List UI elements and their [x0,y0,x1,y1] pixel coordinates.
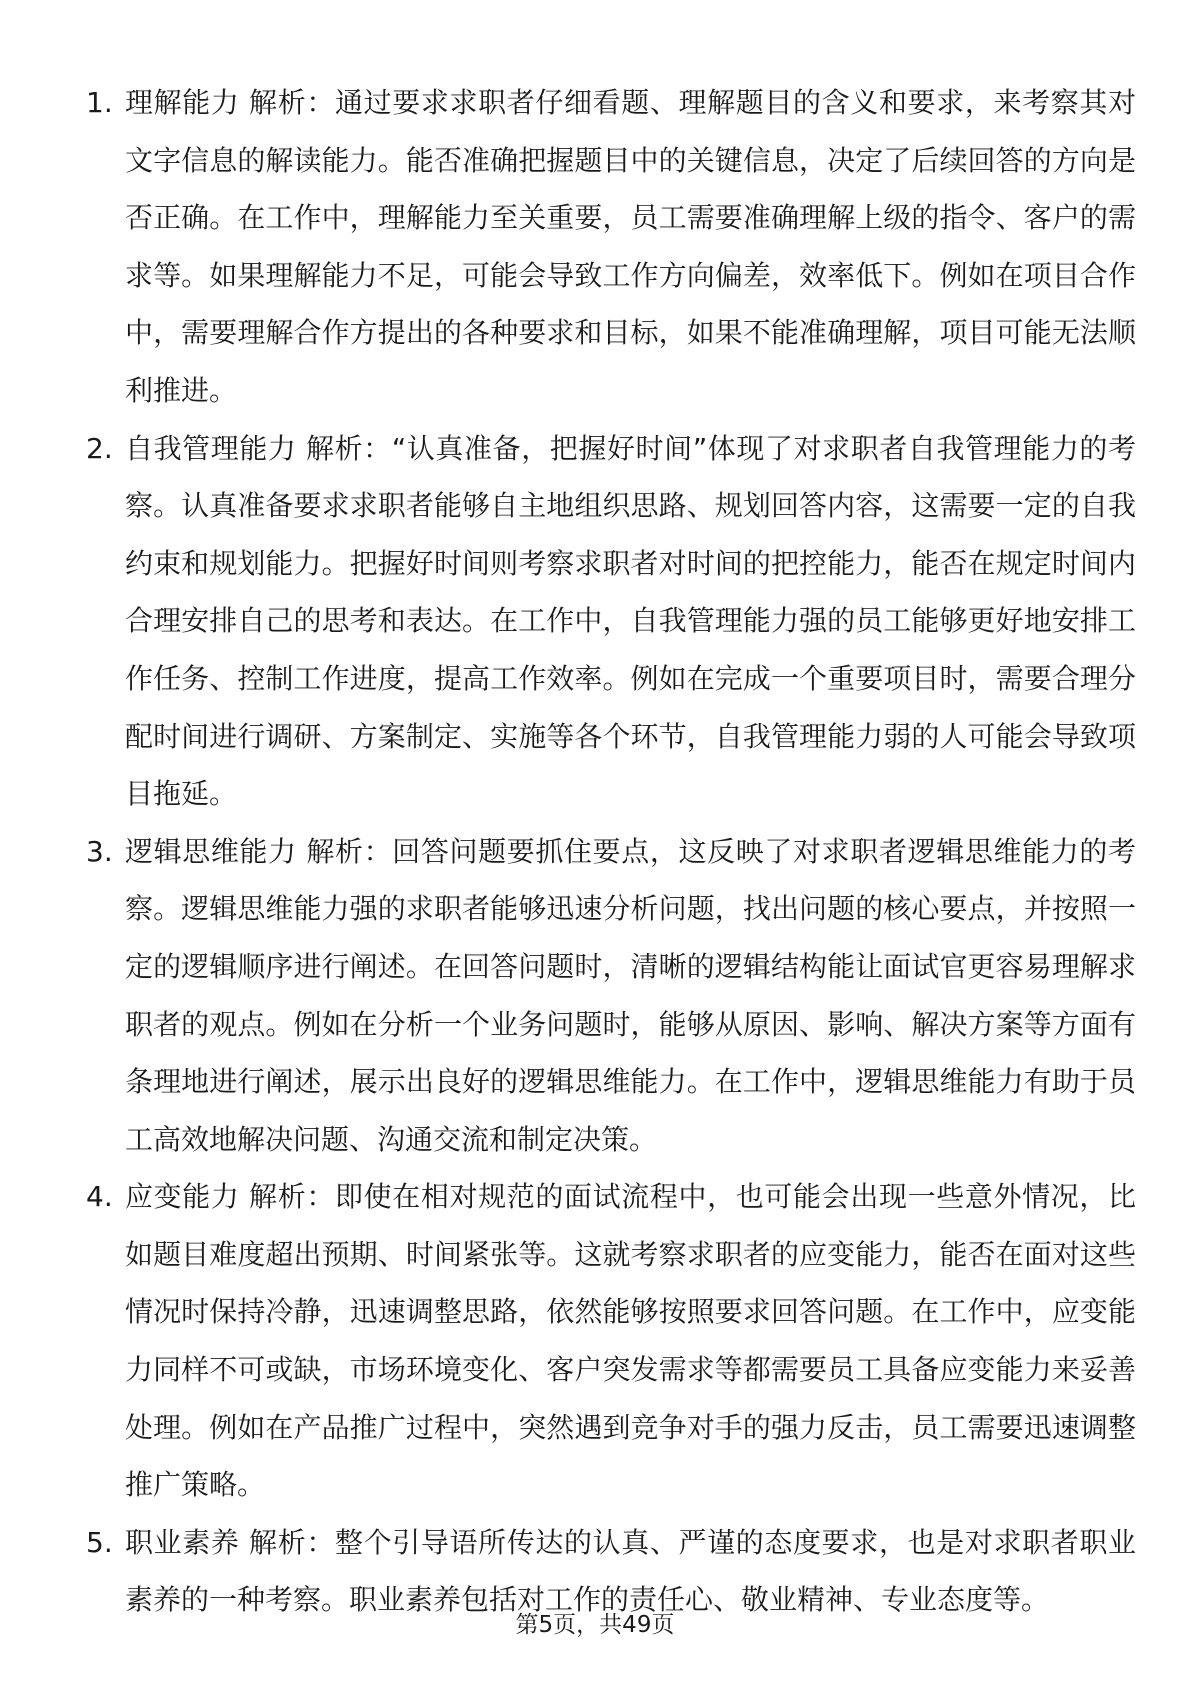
analysis-list [86,74,1136,1629]
list-item [86,420,1136,823]
list-item-number: 2. [86,431,113,465]
list-item-number: 5. [86,1525,113,1559]
list-item [86,1168,1136,1514]
list-item [86,823,1136,1169]
list-item-text: 职业素养 解析：整个引导语所传达的认真、严谨的态度要求，也是对求职者职业素养的一种考察。职业素养包括对工作的责任心、敬业精神、专业态度等。 [125,1525,1136,1617]
page-footer: 第5页，共49页 [515,1612,675,1638]
list-item-number: 3. [86,834,113,868]
list-item-number: 4. [86,1180,113,1214]
list-item-text: 自我管理能力 解析：“认真准备，把握好时间”体现了对求职者自我管理能力的考察。认真准备要求求职者能够自主地组织思路、规划回答内容，这需要一定的自我约束和规划能力。把握好时间则考察求职者对时间的把控能力，能否在规定时间内合理安排自己的思考和表达。在工作中，自我管理能力强的员工能够更好地安排工作任务、控制工作进度，提高工作效率。例如在完成一个重要项目时，需要合理分配时间进行调研、方案制定、实施等各个环节，自我管理能力弱的人可能会导致项目拖延。 [125,431,1136,811]
list-item-text: 理解能力 解析：通过要求求职者仔细看题、理解题目的含义和要求，来考察其对文字信息的解读能力。能否准确把握题目中的关键信息，决定了后续回答的方向是否正确。在工作中，理解能力至关重要，员工需要准确理解上级的指令、客户的需求等。如果理解能力不足，可能会导致工作方向偏差，效率低下。例如在项目合作中，需要理解合作方提出的各种要求和目标，如果不能准确理解，项目可能无法顺利推进。 [125,86,1136,407]
list-item-text: 逻辑思维能力 解析：回答问题要抓住要点，这反映了对求职者逻辑思维能力的考察。逻辑思维能力强的求职者能够迅速分析问题，找出问题的核心要点，并按照一定的逻辑顺序进行阐述。在回答问题时，清晰的逻辑结构能让面试官更容易理解求职者的观点。例如在分析一个业务问题时，能够从原因、影响、解决方案等方面有条理地进行阐述，展示出良好的逻辑思维能力。在工作中，逻辑思维能力有助于员工高效地解决问题、沟通交流和制定决策。 [125,834,1136,1156]
list-item-text: 应变能力 解析：即使在相对规范的面试流程中，也可能会出现一些意外情况，比如题目难度超出预期、时间紧张等。这就考察求职者的应变能力，能否在面对这些情况时保持冷静，迅速调整思路，依然能够按照要求回答问题。在工作中，应变能力同样不可或缺，市场环境变化、客户突发需求等都需要员工具备应变能力来妥善处理。例如在产品推广过程中，突然遇到竞争对手的强力反击，员工需要迅速调整推广策略。 [125,1180,1136,1502]
list-item [86,74,1136,420]
list-item-number: 1. [86,86,113,119]
